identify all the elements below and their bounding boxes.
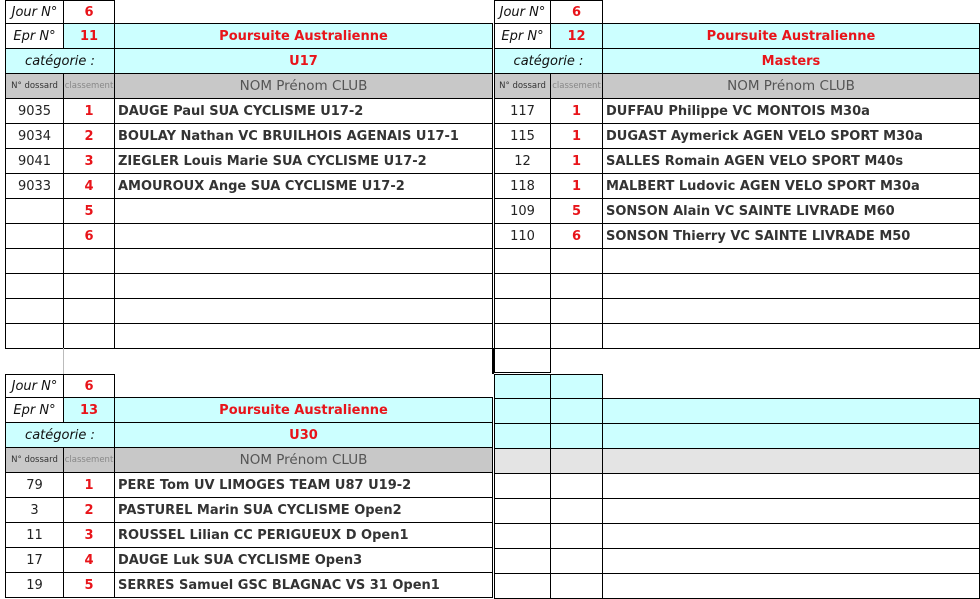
dossard-cell: 109 (494, 198, 551, 224)
name-club-cell (114, 248, 493, 274)
name-club-cell: PERE Tom UV LIMOGES TEAM U87 U19-2 (114, 472, 493, 498)
name-club-cell: ROUSSEL Lilian CC PERIGUEUX D Open1 (114, 522, 493, 548)
dossard-cell: 9034 (5, 123, 64, 149)
event-name: Poursuite Australienne (114, 397, 493, 423)
jour-value: 6 (63, 374, 115, 398)
empty-cell (550, 423, 603, 449)
empty-cell (602, 473, 980, 499)
dossard-cell (494, 323, 551, 349)
empty-cell (494, 523, 551, 549)
dossard-cell (494, 298, 551, 324)
classement-cell: 1 (550, 98, 603, 124)
classement-header: classement (550, 73, 603, 99)
classement-cell: 5 (63, 572, 115, 598)
divider (63, 348, 64, 374)
name-club-cell: SERRES Samuel GSC BLAGNAC VS 31 Open1 (114, 572, 493, 598)
empty-cell (550, 473, 603, 499)
classement-header: classement (63, 447, 115, 473)
classement-cell (63, 298, 115, 324)
name-club-cell (114, 198, 493, 224)
classement-cell (63, 273, 115, 299)
name-club-cell: SONSON Thierry VC SAINTE LIVRADE M50 (602, 223, 980, 249)
empty-cell (602, 448, 980, 474)
jour-label: Jour N° (494, 0, 551, 24)
classement-cell: 2 (63, 123, 115, 149)
categorie-label: catégorie : (494, 48, 603, 74)
name-club-cell (602, 298, 980, 324)
empty-cell (602, 548, 980, 574)
dossard-cell: 9033 (5, 173, 64, 199)
classement-cell: 1 (550, 123, 603, 149)
empty-cell (494, 448, 551, 474)
name-club-header: NOM Prénom CLUB (114, 447, 493, 473)
jour-label: Jour N° (5, 0, 64, 24)
jour-value: 6 (63, 0, 115, 24)
classement-cell: 6 (550, 223, 603, 249)
name-club-cell: AMOUROUX Ange SUA CYCLISME U17-2 (114, 173, 493, 199)
name-club-cell: MALBERT Ludovic AGEN VELO SPORT M30a (602, 173, 980, 199)
classement-cell: 2 (63, 497, 115, 523)
dossard-cell (5, 298, 64, 324)
empty-cell (494, 398, 551, 424)
empty-cell (550, 448, 603, 474)
dossard-header: N° dossard (5, 73, 64, 99)
classement-cell: 6 (63, 223, 115, 249)
empty-cell (602, 523, 980, 549)
empty-cell (550, 523, 603, 549)
name-club-header: NOM Prénom CLUB (602, 73, 980, 99)
epreuve-value: 13 (63, 397, 115, 423)
empty-cell (602, 423, 980, 449)
empty-cell (494, 498, 551, 524)
epreuve-label: Epr N° (494, 23, 551, 49)
category-value: U30 (114, 422, 493, 448)
classement-cell (550, 298, 603, 324)
empty-cell (550, 498, 603, 524)
dossard-cell: 11 (5, 522, 64, 548)
epreuve-label: Epr N° (5, 397, 64, 423)
name-club-cell (114, 273, 493, 299)
dossard-cell (5, 248, 64, 274)
name-club-cell: DAUGE Luk SUA CYCLISME Open3 (114, 547, 493, 573)
dossard-cell: 3 (5, 497, 64, 523)
empty-cell (602, 398, 980, 424)
event-name: Poursuite Australienne (114, 23, 493, 49)
name-club-cell (602, 273, 980, 299)
classement-cell: 1 (550, 173, 603, 199)
category-value: Masters (602, 48, 980, 74)
empty-cell (550, 573, 603, 599)
empty-cell (494, 548, 551, 574)
epreuve-value: 12 (550, 23, 603, 49)
classement-cell: 3 (63, 522, 115, 548)
empty-cell (494, 473, 551, 499)
dossard-cell: 9041 (5, 148, 64, 174)
dossard-header: N° dossard (5, 447, 64, 473)
dossard-cell (5, 198, 64, 224)
classement-cell (63, 248, 115, 274)
dossard-cell: 110 (494, 223, 551, 249)
dossard-cell: 19 (5, 572, 64, 598)
dossard-cell: 17 (5, 547, 64, 573)
epreuve-value: 11 (63, 23, 115, 49)
epreuve-label: Epr N° (5, 23, 64, 49)
dossard-header: N° dossard (494, 73, 551, 99)
classement-cell (550, 323, 603, 349)
name-club-cell (114, 298, 493, 324)
dossard-cell (5, 273, 64, 299)
name-club-cell: SALLES Romain AGEN VELO SPORT M40s (602, 148, 980, 174)
name-club-cell: SONSON Alain VC SAINTE LIVRADE M60 (602, 198, 980, 224)
name-club-cell: BOULAY Nathan VC BRUILHOIS AGENAIS U17-1 (114, 123, 493, 149)
jour-value: 6 (550, 0, 603, 24)
classement-cell: 1 (63, 98, 115, 124)
name-club-cell (114, 323, 493, 349)
dossard-cell (5, 323, 64, 349)
categorie-label: catégorie : (5, 48, 115, 74)
category-value: U17 (114, 48, 493, 74)
classement-cell: 1 (63, 472, 115, 498)
classement-cell (550, 273, 603, 299)
name-club-cell (602, 248, 980, 274)
dossard-cell: 118 (494, 173, 551, 199)
classement-cell (63, 323, 115, 349)
classement-cell: 3 (63, 148, 115, 174)
name-club-cell (602, 323, 980, 349)
name-club-cell: PASTUREL Marin SUA CYCLISME Open2 (114, 497, 493, 523)
dossard-cell: 115 (494, 123, 551, 149)
dossard-cell (494, 273, 551, 299)
empty-cell (494, 573, 551, 599)
classement-cell: 5 (63, 198, 115, 224)
name-club-cell: DUFFAU Philippe VC MONTOIS M30a (602, 98, 980, 124)
name-club-cell (114, 223, 493, 249)
empty-cell (602, 573, 980, 599)
dossard-cell (5, 223, 64, 249)
divider (492, 348, 494, 374)
dossard-cell: 117 (494, 98, 551, 124)
dossard-cell: 79 (5, 472, 64, 498)
dossard-cell: 9035 (5, 98, 64, 124)
name-club-header: NOM Prénom CLUB (114, 73, 493, 99)
classement-cell: 1 (550, 148, 603, 174)
classement-cell: 5 (550, 198, 603, 224)
classement-cell: 4 (63, 547, 115, 573)
empty-cell (602, 498, 980, 524)
classement-header: classement (63, 73, 115, 99)
name-club-cell: ZIEGLER Louis Marie SUA CYCLISME U17-2 (114, 148, 493, 174)
classement-cell (550, 248, 603, 274)
jour-label: Jour N° (5, 374, 64, 398)
dossard-cell: 12 (494, 148, 551, 174)
empty-cell (550, 398, 603, 424)
empty-cell (494, 423, 551, 449)
empty-cell (550, 548, 603, 574)
name-club-cell: DAUGE Paul SUA CYCLISME U17-2 (114, 98, 493, 124)
name-club-cell: DUGAST Aymerick AGEN VELO SPORT M30a (602, 123, 980, 149)
event-name: Poursuite Australienne (602, 23, 980, 49)
empty-cell (494, 374, 551, 399)
categorie-label: catégorie : (5, 422, 115, 448)
empty-cell (494, 348, 551, 373)
dossard-cell (494, 248, 551, 274)
classement-cell: 4 (63, 173, 115, 199)
empty-cell (550, 374, 603, 399)
